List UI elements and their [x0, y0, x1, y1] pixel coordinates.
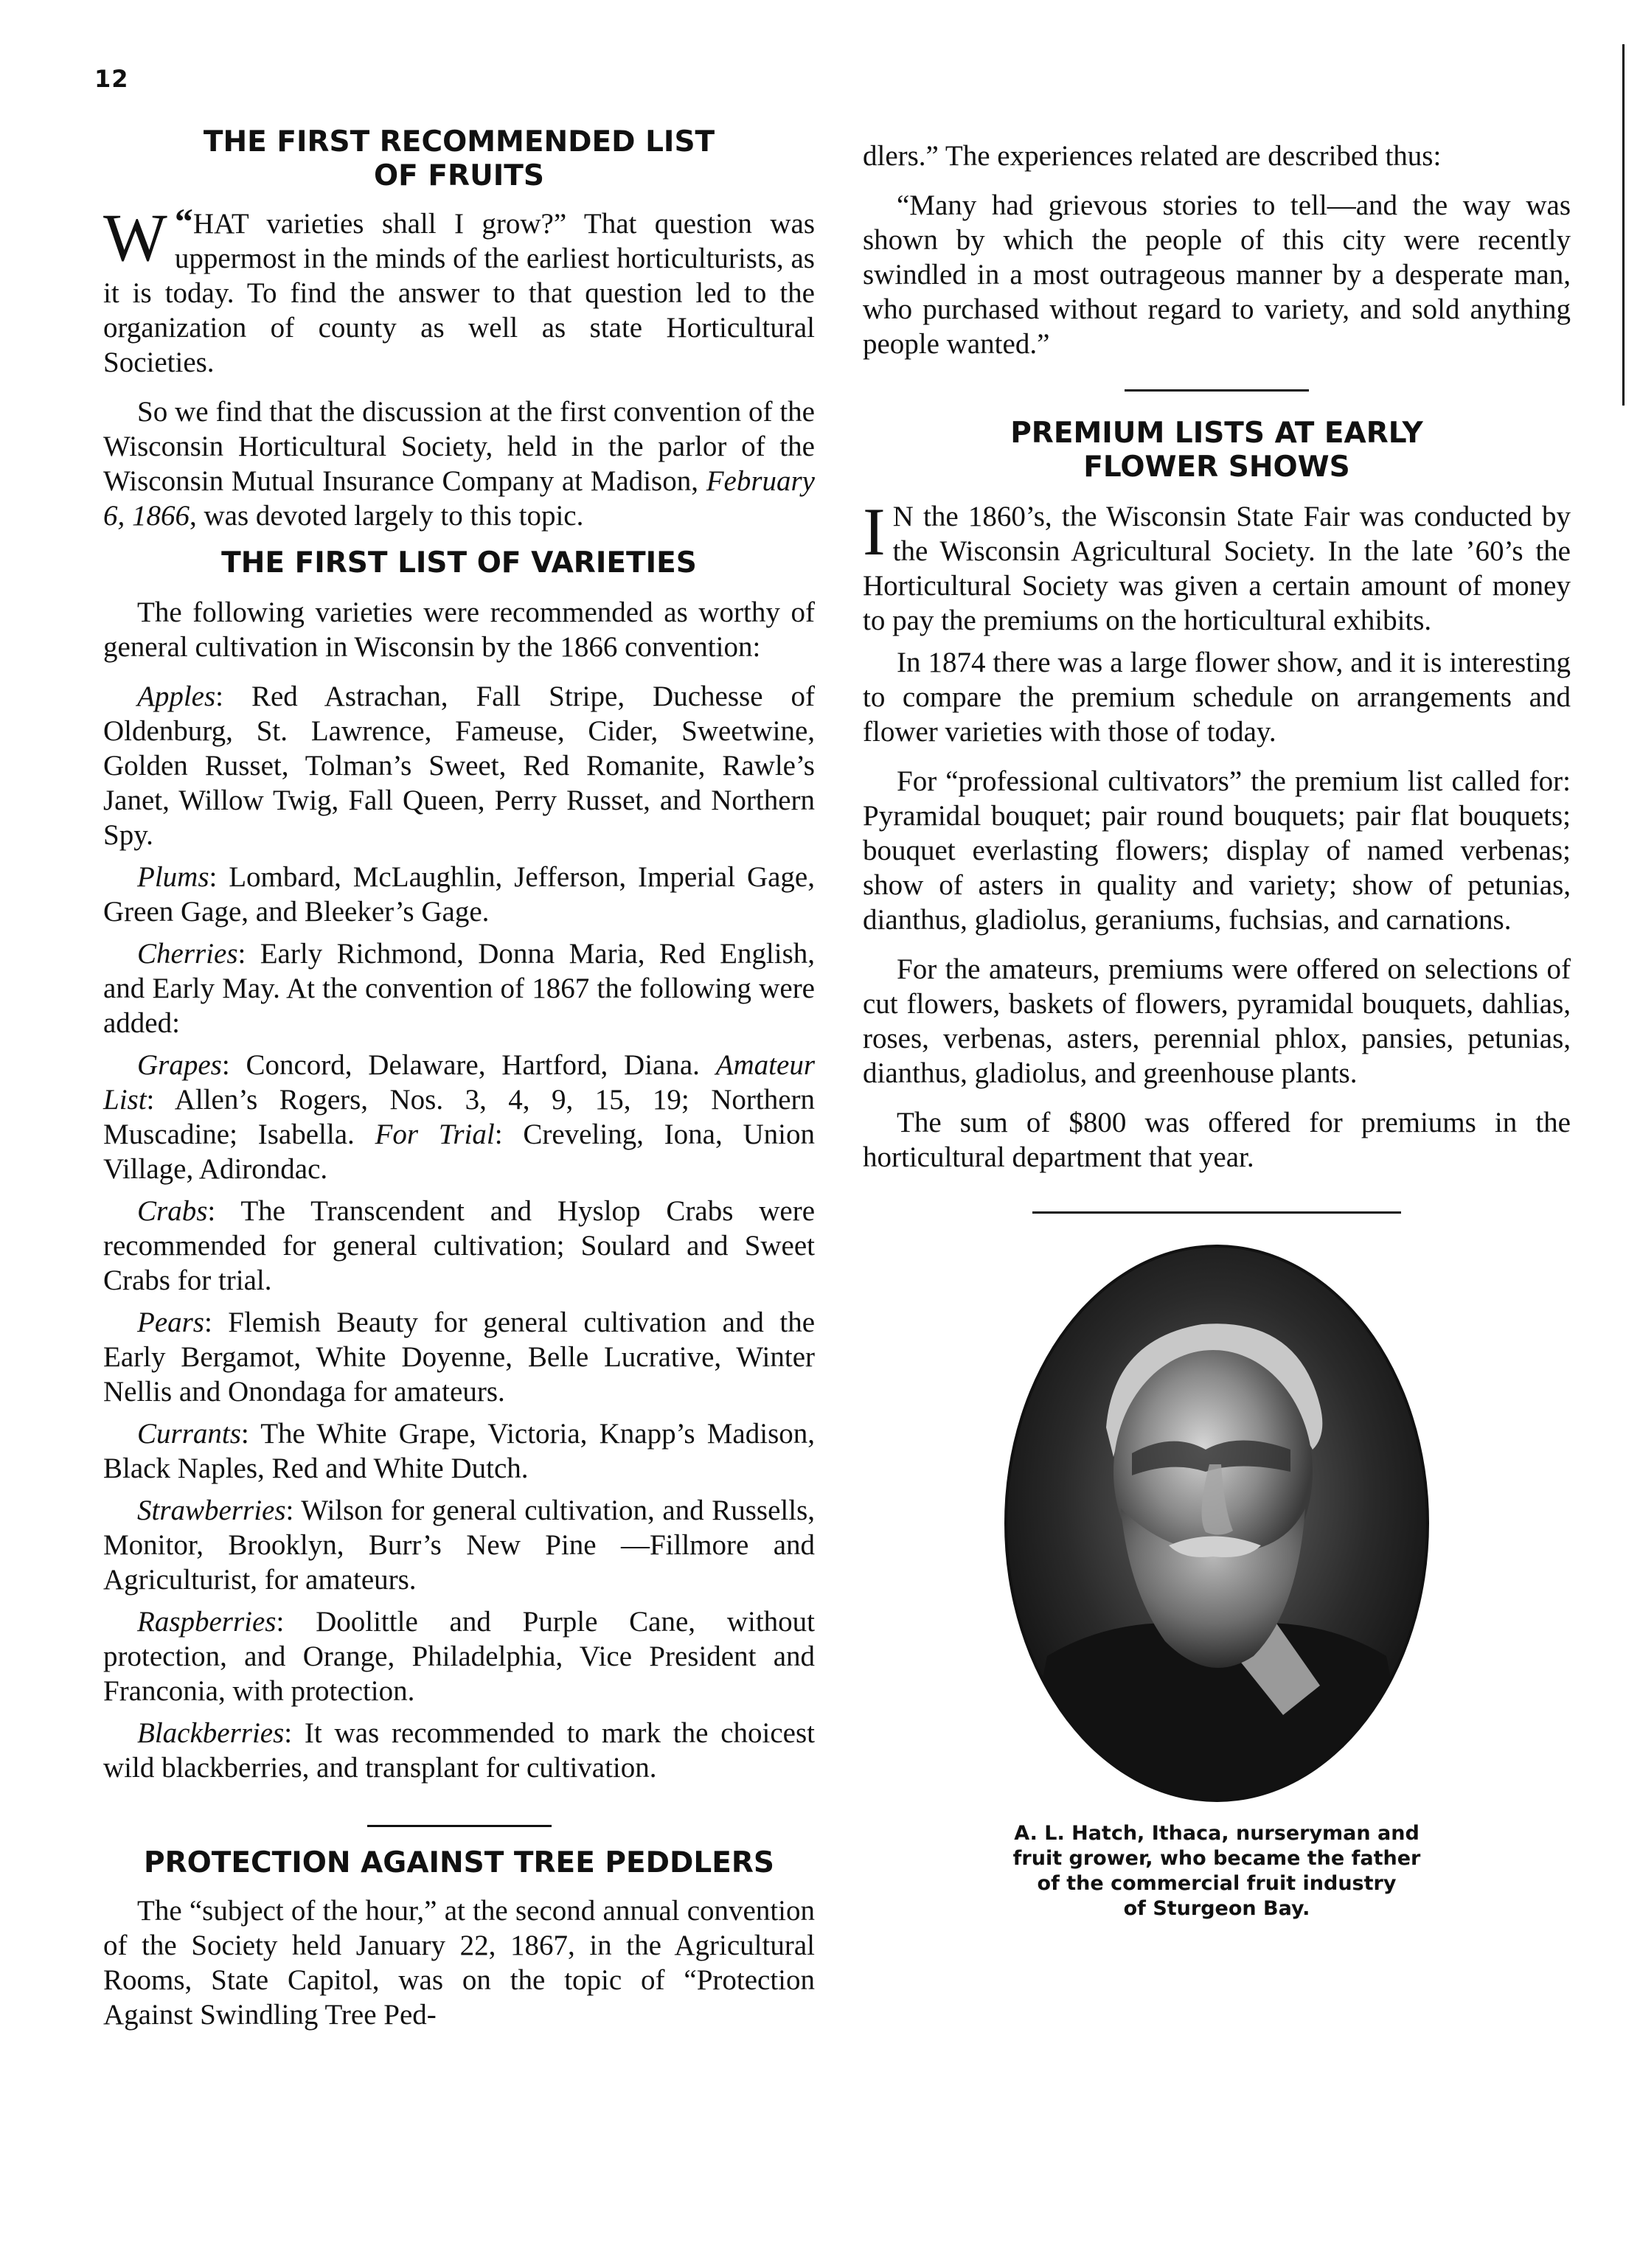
flower-show-paragraph: In 1874 there was a large flower show, and it is interesting to compare the premium schedule on arrangements and flower varieties with those of today. — [863, 647, 1571, 748]
section-heading-tree-peddlers: PROTECTION AGAINST TREE PEDDLERS — [144, 1846, 774, 1879]
portrait-photo — [1003, 1243, 1431, 1803]
margin-rule — [1622, 44, 1625, 406]
drop-cap-w: W — [103, 200, 167, 275]
convention-paragraph: So we find that the discussion at the first convention of the Wisconsin Horticultural Society, held in the parlor of the Wisconsin Mutual Insurance Company at Madison, February 6, 1866, was devoted largely to this topic. — [103, 396, 815, 532]
tree-peddlers-paragraph: The “subject of the hour,” at the second annual convention of the Society held January 22, 1867, in the Agricultural Rooms, State Capitol, was on the topic of “Protection Against Swindling Tree Ped- — [103, 1895, 815, 2031]
section-heading-recommended-list: THE FIRST RECOMMENDED LIST OF FRUITS — [203, 125, 715, 192]
grapes-paragraph: Grapes: Concord, Delaware, Hartford, Diana. Amateur List: Allen’s Rogers, Nos. 3, 4, 9, 15, 19; Northern Muscadine; Isabella. For Trial: Creveling, Iona, Union Village, Adirondac. — [103, 1049, 815, 1185]
section-divider — [367, 1825, 552, 1827]
plums-paragraph: Plums: Lombard, McLaughlin, Jefferson, Imperial Gage, Green Gage, and Bleeker’s Gage. — [103, 861, 815, 928]
varieties-intro: The following varieties were recommended as worthy of general cultivation in Wisconsin by the 1866 convention: — [103, 596, 815, 663]
strawberries-paragraph: Strawberries: Wilson for general cultivation, and Russells, Monitor, Brooklyn, Burr’s New Pine —Fillmore and Agriculturist, for amateurs. — [103, 1495, 815, 1596]
section-heading-first-list: THE FIRST LIST OF VARIETIES — [221, 546, 697, 580]
intro-paragraph: “ W HAT varieties shall I grow?” That question was uppermost in the minds of the earliest horticulturists, as it is today. To find the answer to that question led to the organization of county as well as state Horticultural Societies. — [103, 200, 815, 378]
drop-cap-i: I — [863, 494, 886, 569]
section-heading-premium-lists: PREMIUM LISTS AT EARLY FLOWER SHOWS — [1010, 417, 1423, 484]
portrait-image — [1003, 1243, 1431, 1803]
left-column — [103, 125, 815, 2032]
currants-paragraph: Currants: The White Grape, Victoria, Knapp’s Madison, Black Naples, Red and White Dutch. — [103, 1418, 815, 1484]
crabs-paragraph: Crabs: The Transcendent and Hyslop Crabs were recommended for general cultivation; Soulard and Sweet Crabs for trial. — [103, 1195, 815, 1296]
continued-paragraph: dlers.” The experiences related are described thus: — [863, 140, 1442, 172]
blackberries-paragraph: Blackberries: It was recommended to mark the choicest wild blackberries, and transplant for cultivation. — [103, 1717, 815, 1784]
right-column — [863, 125, 1571, 1921]
portrait-caption: A. L. Hatch, Ithaca, nurseryman and fruit grower, who became the father of the commercial fruit industry of Sturgeon Bay. — [1012, 1822, 1421, 1920]
state-fair-paragraph: I N the 1860’s, the Wisconsin State Fair was conducted by the Wisconsin Agricultural Society. In the late ’60’s the Horticultural Society was given a certain amount of money to pay the premiums on the horticultural exhibits. — [863, 494, 1571, 636]
section-divider — [1125, 389, 1309, 392]
professional-premiums-paragraph: For “professional cultivators” the premium list called for: Pyramidal bouquet; pair round bouquets; pair flat bouquets; bouquet everlasting flowers; display of named verbenas; show of asters in quality and variety; show of petunias, dianthus, gladiolus, geraniums, fuchsias, and carnations. — [863, 765, 1571, 936]
section-divider — [1032, 1211, 1401, 1214]
amateur-premiums-paragraph: For the amateurs, premiums were offered on selections of cut flowers, baskets of flowers, pyramidal bouquets, dahlias, roses, verbenas, asters, perennial phlox, pansies, petunias, dianthus, gladiolus, and greenhouse plants. — [863, 953, 1571, 1089]
pears-paragraph: Pears: Flemish Beauty for general cultivation and the Early Bergamot, White Doyenne, Belle Lucrative, Winter Nellis and Onondaga for amateurs. — [103, 1307, 815, 1408]
cherries-paragraph: Cherries: Early Richmond, Donna Maria, Red English, and Early May. At the convention of 1867 the following were added: — [103, 938, 815, 1039]
page-number: 12 — [94, 65, 129, 93]
opening-quote-mark: “ — [174, 201, 193, 242]
peddlers-quote: “Many had grievous stories to tell—and the way was shown by which the people of this city were recently swindled in a most outrageous manner by a desperate man, who purchased without regard to variety, and sold anything people wanted.” — [863, 189, 1571, 360]
raspberries-paragraph: Raspberries: Doolittle and Purple Cane, without protection, and Orange, Philadelphia, Vice President and Franconia, with protection. — [103, 1606, 815, 1707]
apples-paragraph: Apples: Red Astrachan, Fall Stripe, Duchesse of Oldenburg, St. Lawrence, Fameuse, Cider, Sweetwine, Golden Russet, Tolman’s Sweet, Red Romanite, Rawle’s Janet, Willow Twig, Fall Queen, Perry Russet, and Northern Spy. — [103, 681, 815, 851]
premium-sum-paragraph: The sum of $800 was offered for premiums in the horticultural department that year. — [863, 1107, 1571, 1173]
